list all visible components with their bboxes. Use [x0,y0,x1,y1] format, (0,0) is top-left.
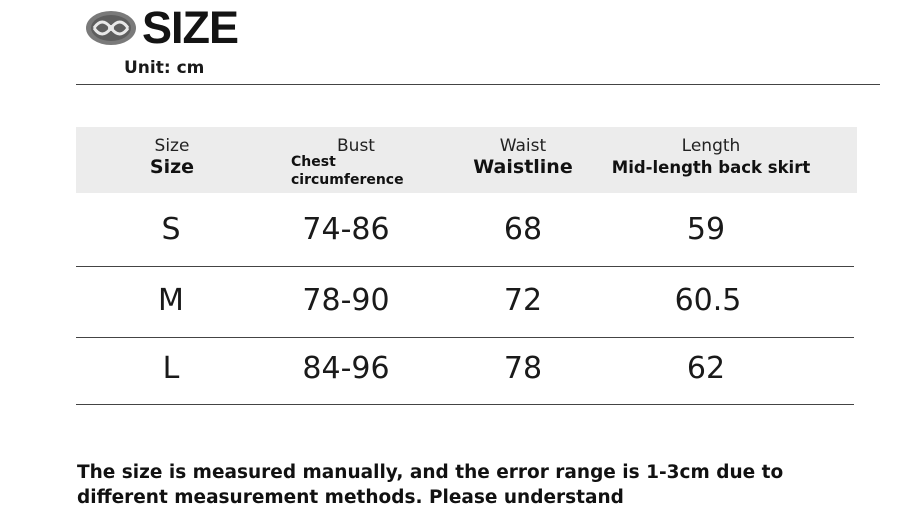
cell-length-m: 60.5 [674,283,742,318]
measurement-note [77,460,877,510]
column-header-bust [291,136,421,189]
column-header-waist-en: Waist [499,136,547,156]
cell-waist-s: 68 [503,212,543,247]
column-header-length-cn: Mid-length back skirt [611,158,811,177]
cell-waist-l: 78 [503,351,543,386]
page-title: SIZE [142,2,239,53]
cell-size-l: L [162,351,180,386]
divider [76,84,880,85]
column-header-length [603,136,819,177]
column-header-waist [463,136,583,178]
cell-waist-m: 72 [503,283,543,318]
column-header-bust-en: Bust [337,136,375,156]
column-header-size-en: Size [154,136,190,156]
measurement-note-line-1: The size is measured manually, and the error range is 1-3cm due to [77,462,784,483]
column-header-size-cn: Size [149,156,195,178]
cell-size-s: S [161,212,181,247]
cell-size-m: M [158,283,184,318]
cell-length-s: 59 [686,212,726,247]
unit-label: Unit: cm [124,58,205,78]
row-divider [76,337,854,338]
column-header-size [140,136,204,178]
column-header-waist-cn: Waistline [473,156,573,178]
column-header-bust-cn-2: circumference [291,172,404,188]
cell-bust-l: 84-96 [302,351,390,386]
cell-bust-m: 78-90 [302,283,390,318]
column-header-bust-cn-1: Chest [291,154,336,170]
column-header-length-en: Length [681,136,741,156]
row-divider [76,404,854,405]
row-divider [76,266,854,267]
cell-length-l: 62 [686,351,726,386]
cell-bust-s: 74-86 [302,212,390,247]
measurement-note-line-2: different measurement methods. Please understand [77,487,624,508]
brand-logo-icon [84,8,138,48]
